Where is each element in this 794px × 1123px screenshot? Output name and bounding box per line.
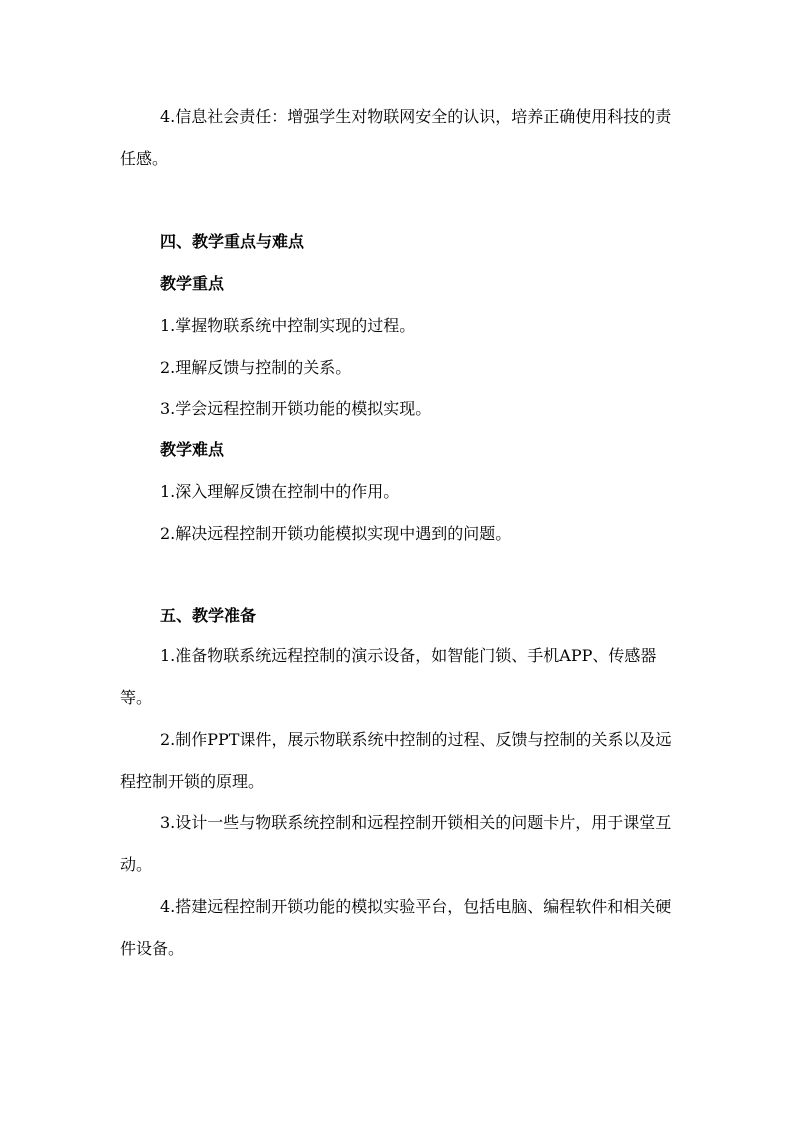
preparation-item: 4.搭建远程控制开锁功能的模拟实验平台，包括电脑、编程软件和相关硬件设备。 — [120, 897, 672, 958]
difficult-point-item: 2.解决远程控制开锁功能模拟实现中遇到的问题。 — [160, 524, 512, 543]
section-five-title: 五、教学准备 — [160, 606, 257, 625]
preparation-item: 3.设计一些与物联系统控制和远程控制开锁相关的问题卡片，用于课堂互动。 — [120, 813, 672, 874]
difficult-points-heading: 教学难点 — [160, 440, 225, 459]
preparation-item: 1.准备物联系统远程控制的演示设备，如智能门锁、手机APP、传感器等。 — [120, 646, 657, 707]
difficult-point-item: 1.深入理解反馈在控制中的作用。 — [160, 482, 400, 501]
preparation-item: 2.制作PPT课件，展示物联系统中控制的过程、反馈与控制的关系以及远程控制开锁的原理。 — [120, 730, 672, 791]
key-point-item: 3.学会远程控制开锁功能的模拟实现。 — [160, 399, 432, 418]
key-point-item: 2.理解反馈与控制的关系。 — [160, 358, 352, 377]
literacy-item-4: 4.信息社会责任：增强学生对物联网安全的认识，培养正确使用科技的责任感。 — [120, 107, 672, 168]
key-point-item: 1.掌握物联系统中控制实现的过程。 — [160, 316, 416, 335]
key-points-heading: 教学重点 — [160, 274, 225, 293]
section-four-title: 四、教学重点与难点 — [160, 232, 305, 251]
